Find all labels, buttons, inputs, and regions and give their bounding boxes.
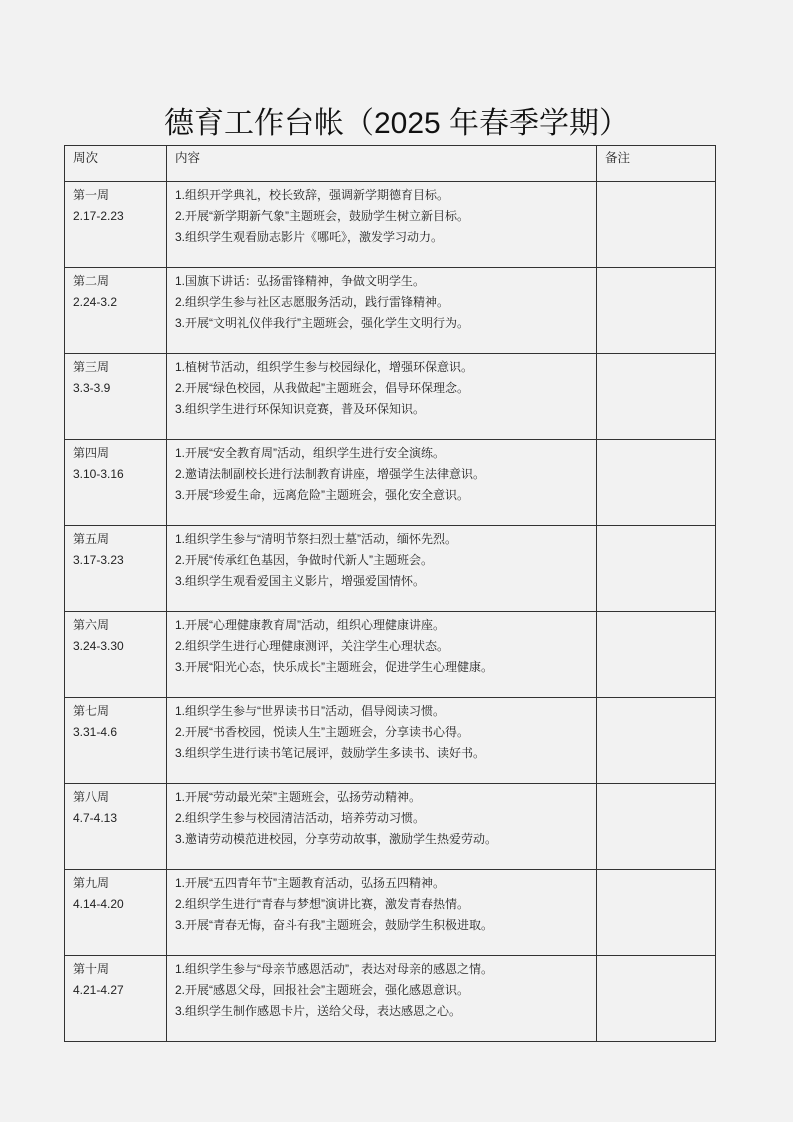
table-row — [65, 268, 716, 354]
table-row — [65, 698, 716, 784]
week-label: 第七周 — [73, 704, 110, 718]
content-cell — [167, 182, 597, 268]
remarks-cell — [597, 612, 716, 698]
remarks-cell — [597, 956, 716, 1042]
content-item: 1.植树节活动，组织学生参与校园绿化，增强环保意识。 — [175, 360, 474, 374]
content-item: 2.开展“书香校园，悦读人生”主题班会，分享读书心得。 — [175, 725, 470, 739]
week-label: 第五周 — [73, 532, 110, 546]
content-item: 1.开展“心理健康教育周”活动，组织心理健康讲座。 — [175, 618, 446, 632]
header-week: 周次 — [65, 146, 167, 182]
content-cell — [167, 268, 597, 354]
remarks-cell — [597, 268, 716, 354]
content-cell — [167, 440, 597, 526]
content-item: 2.开展“传承红色基因，争做时代新人”主题班会。 — [175, 553, 434, 567]
content-cell — [167, 698, 597, 784]
table-row — [65, 440, 716, 526]
week-dates: 3.17-3.23 — [73, 553, 124, 567]
content-item: 3.开展“青春无悔，奋斗有我”主题班会，鼓励学生积极进取。 — [175, 918, 494, 932]
content-item: 3.开展“珍爱生命，远离危险”主题班会，强化安全意识。 — [175, 488, 470, 502]
week-dates: 4.7-4.13 — [73, 811, 118, 825]
content-cell — [167, 612, 597, 698]
week-label: 第四周 — [73, 446, 110, 460]
content-item: 2.组织学生进行心理健康测评，关注学生心理状态。 — [175, 639, 450, 653]
week-label: 第八周 — [73, 790, 110, 804]
week-label: 第九周 — [73, 876, 110, 890]
content-cell — [167, 526, 597, 612]
moral-education-ledger-table — [64, 145, 716, 1042]
content-item: 3.组织学生进行环保知识竞赛，普及环保知识。 — [175, 402, 426, 416]
remarks-cell — [597, 354, 716, 440]
header-content: 内容 — [167, 146, 597, 182]
remarks-cell — [597, 698, 716, 784]
week-dates: 4.14-4.20 — [73, 897, 124, 911]
table-row — [65, 526, 716, 612]
content-item: 2.邀请法制副校长进行法制教育讲座，增强学生法律意识。 — [175, 467, 486, 481]
remarks-cell — [597, 870, 716, 956]
content-item: 2.组织学生参与校园清洁活动，培养劳动习惯。 — [175, 811, 426, 825]
content-item: 3.组织学生观看爱国主义影片，增强爱国情怀。 — [175, 574, 426, 588]
content-item: 2.开展“感恩父母，回报社会”主题班会，强化感恩意识。 — [175, 983, 470, 997]
content-item: 3.组织学生观看励志影片《哪吒》，激发学习动力。 — [175, 230, 444, 244]
content-item: 1.组织学生参与“清明节祭扫烈士墓”活动，缅怀先烈。 — [175, 532, 458, 546]
week-label: 第二周 — [73, 274, 110, 288]
content-item: 3.邀请劳动模范进校园，分享劳动故事，激励学生热爱劳动。 — [175, 832, 498, 846]
remarks-cell — [597, 526, 716, 612]
week-dates: 3.10-3.16 — [73, 467, 124, 481]
table-row — [65, 784, 716, 870]
week-label: 第十周 — [73, 962, 110, 976]
content-item: 2.开展“新学期新气象”主题班会，鼓励学生树立新目标。 — [175, 209, 470, 223]
table-row — [65, 182, 716, 268]
table-row — [65, 870, 716, 956]
content-item: 3.组织学生进行读书笔记展评，鼓励学生多读书、读好书。 — [175, 746, 486, 760]
content-item: 1.组织学生参与“母亲节感恩活动”，表达对母亲的感恩之情。 — [175, 962, 494, 976]
week-cell — [65, 612, 167, 698]
content-item: 2.组织学生参与社区志愿服务活动，践行雷锋精神。 — [175, 295, 450, 309]
content-item: 1.开展“五四青年节”主题教育活动，弘扬五四精神。 — [175, 876, 446, 890]
header-remarks: 备注 — [597, 146, 716, 182]
content-item: 1.组织开学典礼，校长致辞，强调新学期德育目标。 — [175, 188, 450, 202]
table-row — [65, 612, 716, 698]
remarks-cell — [597, 440, 716, 526]
content-item: 2.开展“绿色校园，从我做起”主题班会，倡导环保理念。 — [175, 381, 470, 395]
content-cell — [167, 784, 597, 870]
week-cell — [65, 526, 167, 612]
table-body — [65, 182, 716, 1042]
content-cell — [167, 354, 597, 440]
week-label: 第三周 — [73, 360, 110, 374]
table-row — [65, 354, 716, 440]
week-dates: 3.3-3.9 — [73, 381, 111, 395]
week-cell — [65, 784, 167, 870]
content-item: 1.开展“劳动最光荣”主题班会，弘扬劳动精神。 — [175, 790, 422, 804]
content-cell — [167, 870, 597, 956]
week-dates: 2.17-2.23 — [73, 209, 124, 223]
week-cell — [65, 440, 167, 526]
week-cell — [65, 182, 167, 268]
content-item: 3.开展“文明礼仪伴我行”主题班会，强化学生文明行为。 — [175, 316, 470, 330]
content-item: 1.组织学生参与“世界读书日”活动，倡导阅读习惯。 — [175, 704, 446, 718]
week-dates: 2.24-3.2 — [73, 295, 118, 309]
table-header-row — [65, 146, 716, 182]
content-cell — [167, 956, 597, 1042]
week-cell — [65, 698, 167, 784]
content-item: 2.组织学生进行“青春与梦想”演讲比赛，激发青春热情。 — [175, 897, 470, 911]
week-dates: 3.24-3.30 — [73, 639, 124, 653]
table-row — [65, 956, 716, 1042]
week-label: 第一周 — [73, 188, 110, 202]
week-dates: 3.31-4.6 — [73, 725, 118, 739]
week-cell — [65, 268, 167, 354]
document-title: 德育工作台帐（2025 年春季学期） — [163, 107, 630, 140]
content-item: 1.开展“安全教育周”活动，组织学生进行安全演练。 — [175, 446, 446, 460]
content-item: 1.国旗下讲话：弘扬雷锋精神，争做文明学生。 — [175, 274, 426, 288]
content-item: 3.组织学生制作感恩卡片，送给父母，表达感恩之心。 — [175, 1004, 462, 1018]
week-cell — [65, 870, 167, 956]
week-dates: 4.21-4.27 — [73, 983, 124, 997]
week-cell — [65, 956, 167, 1042]
remarks-cell — [597, 182, 716, 268]
week-cell — [65, 354, 167, 440]
week-label: 第六周 — [73, 618, 110, 632]
remarks-cell — [597, 784, 716, 870]
content-item: 3.开展“阳光心态，快乐成长”主题班会，促进学生心理健康。 — [175, 660, 494, 674]
